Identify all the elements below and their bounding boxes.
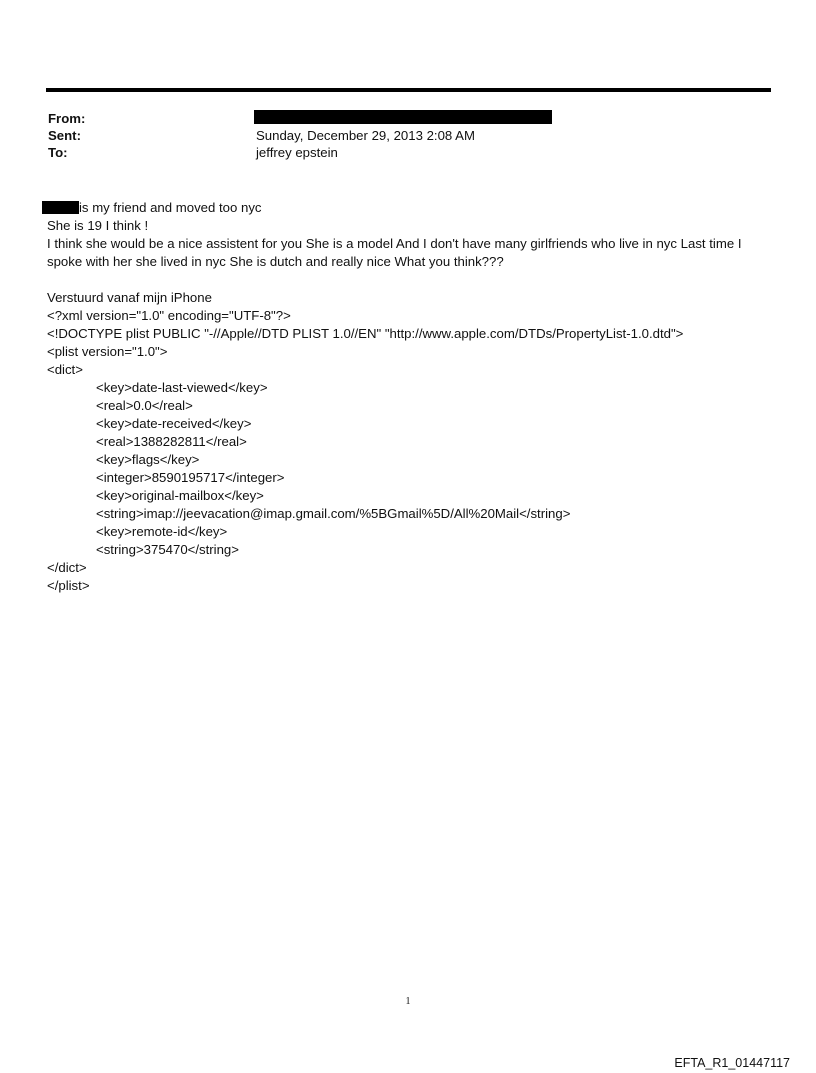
xml-line: <plist version="1.0"> bbox=[47, 344, 168, 359]
signature: Verstuurd vanaf mijn iPhone bbox=[47, 290, 212, 305]
from-redaction bbox=[254, 110, 552, 124]
body-line-1-text: is my friend and moved too nyc bbox=[79, 200, 262, 215]
from-row bbox=[48, 110, 768, 127]
body-paragraph: I think she would be a nice assistent for you She is a model And I don't have many girlfriends who live in nyc Last time I spoke with her she lived in nyc She is dutch and really nice What you think??? bbox=[47, 236, 742, 269]
xml-line: <?xml version="1.0" encoding="UTF-8"?> bbox=[47, 308, 291, 323]
xml-line: <dict> bbox=[47, 362, 83, 377]
xml-line: <key>flags</key> bbox=[96, 452, 200, 467]
name-redaction bbox=[42, 201, 79, 214]
blank-line bbox=[47, 271, 769, 289]
page-number: 1 bbox=[405, 996, 411, 1007]
sent-value: Sunday, December 29, 2013 2:08 AM bbox=[256, 128, 475, 143]
xml-line: </plist> bbox=[47, 578, 90, 593]
sent-label: Sent: bbox=[48, 128, 81, 143]
xml-line: <key>date-last-viewed</key> bbox=[96, 380, 268, 395]
xml-line: </dict> bbox=[47, 560, 87, 575]
xml-line: <integer>8590195717</integer> bbox=[96, 470, 285, 485]
to-row bbox=[48, 144, 768, 161]
xml-line: <real>1388282811</real> bbox=[96, 434, 247, 449]
body-line-2: She is 19 I think ! bbox=[47, 218, 149, 233]
document-id: EFTA_R1_01447117 bbox=[674, 1056, 790, 1070]
xml-line: <key>remote-id</key> bbox=[96, 524, 228, 539]
body-line-1 bbox=[47, 199, 769, 217]
header-rule bbox=[46, 88, 771, 92]
xml-line: <real>0.0</real> bbox=[96, 398, 193, 413]
xml-line: <string>imap://jeevacation@imap.gmail.com/%5BGmail%5D/All%20Mail</string> bbox=[96, 506, 571, 521]
to-value: jeffrey epstein bbox=[256, 145, 338, 160]
xml-line: <!DOCTYPE plist PUBLIC "-//Apple//DTD PLIST 1.0//EN" "http://www.apple.com/DTDs/PropertyList-1.0.dtd"> bbox=[47, 326, 684, 341]
to-label: To: bbox=[48, 145, 68, 160]
email-header bbox=[48, 110, 768, 161]
xml-line: <key>date-received</key> bbox=[96, 416, 252, 431]
sent-row bbox=[48, 127, 768, 144]
email-body bbox=[47, 199, 769, 595]
from-label: From: bbox=[48, 111, 86, 126]
xml-line: <key>original-mailbox</key> bbox=[96, 488, 264, 503]
xml-line: <string>375470</string> bbox=[96, 542, 239, 557]
